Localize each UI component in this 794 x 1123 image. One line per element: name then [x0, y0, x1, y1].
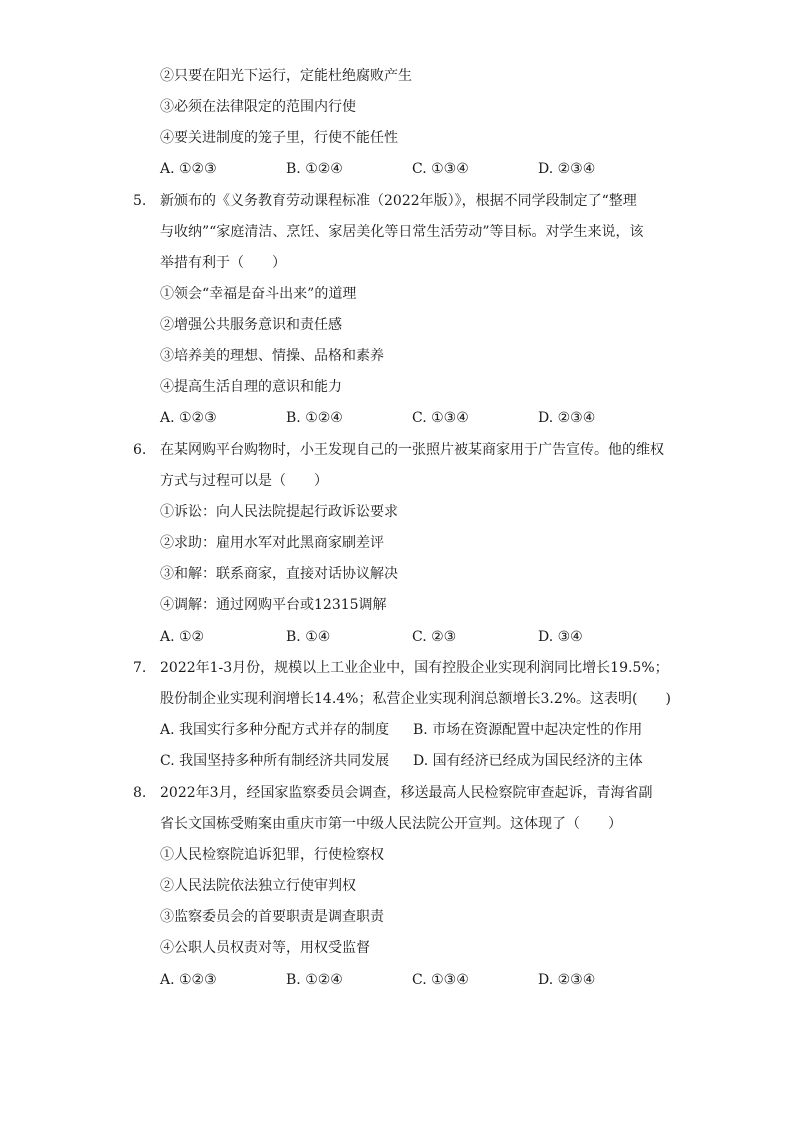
q6-stem-line-2: 方式与过程可以是（ ）	[160, 473, 328, 489]
q8-option-a: A. ①②③	[160, 972, 217, 988]
q6-option-a: A. ①②	[160, 629, 205, 645]
q6-option-c: C. ②③	[412, 629, 457, 645]
top-item-2: ②只要在阳光下运行，定能杜绝腐败产生	[160, 68, 412, 84]
q8-item-3: ③监察委员会的首要职责是调查职责	[160, 909, 384, 925]
q8-stem-line-2: 省长文国栋受贿案由重庆市第一中级人民法院公开宣判。这体现了（ ）	[160, 816, 622, 832]
q8-option-d: D. ②③④	[538, 972, 596, 988]
q7-stem-line-1: 2022年1-3月份，规模以上工业企业中，国有控股企业实现利润同比增长19.5%；	[160, 660, 669, 676]
q5-item-4: ④提高生活自理的意识和能力	[160, 379, 342, 395]
q5-stem-line-2: 与收纳”“家庭清洁、烹饪、家居美化等日常生活劳动”等目标。对学生来说，该	[160, 224, 644, 240]
q8-option-c: C. ①③④	[412, 972, 469, 988]
q6-option-d: D. ③④	[538, 629, 583, 645]
q7-option-b: B. 市场在资源配置中起决定性的作用	[413, 722, 643, 738]
q8-item-4: ④公职人员权责对等，用权受监督	[160, 940, 370, 956]
q8-number: 8.	[133, 785, 147, 801]
q5-option-c: C. ①③④	[412, 410, 469, 426]
q5-stem-line-1: 新颁布的《义务教育劳动课程标准（2022年版）》，根据不同学段制定了“整理	[160, 193, 637, 209]
q6-option-b: B. ①④	[286, 629, 331, 645]
q8-option-b: B. ①②④	[286, 972, 343, 988]
q5-option-a: A. ①②③	[160, 410, 217, 426]
q5-option-b: B. ①②④	[286, 410, 343, 426]
q6-stem-line-1: 在某网购平台购物时，小王发现自己的一张照片被某商家用于广告宣传。他的维权	[160, 442, 664, 458]
q6-item-1: ①诉讼：向人民法院提起行政诉讼要求	[160, 504, 398, 520]
q7-stem-line-2: 股份制企业实现利润增长14.4%；私营企业实现利润总额增长3.2%。这表明( )	[160, 691, 671, 707]
q5-item-1: ①领会“幸福是奋斗出来”的道理	[160, 286, 357, 302]
q7-number: 7.	[133, 660, 147, 676]
q6-number: 6.	[133, 442, 147, 458]
top-option-c: C. ①③④	[412, 161, 469, 177]
q5-stem-line-3: 举措有利于（ ）	[160, 255, 286, 271]
top-option-a: A. ①②③	[160, 161, 217, 177]
q5-item-2: ②增强公共服务意识和责任感	[160, 317, 342, 333]
q6-item-2: ②求助：雇用水军对此黑商家刷差评	[160, 535, 384, 551]
q8-stem-line-1: 2022年3月，经国家监察委员会调查，移送最高人民检察院审查起诉，青海省副	[160, 785, 653, 801]
q7-option-d: D. 国有经济已经成为国民经济的主体	[413, 753, 643, 769]
q6-item-4: ④调解：通过网购平台或12315调解	[160, 597, 387, 613]
q5-option-d: D. ②③④	[538, 410, 596, 426]
q7-option-c: C. 我国坚持多种所有制经济共同发展	[160, 753, 390, 769]
top-option-d: D. ②③④	[538, 161, 596, 177]
q7-option-a: A. 我国实行多种分配方式并存的制度	[160, 722, 390, 738]
top-item-3: ③必须在法律限定的范围内行使	[160, 99, 356, 115]
q8-item-2: ②人民法院依法独立行使审判权	[160, 878, 356, 894]
top-item-4: ④要关进制度的笼子里，行使不能任性	[160, 130, 398, 146]
q5-number: 5.	[133, 193, 147, 209]
q8-item-1: ①人民检察院追诉犯罪，行使检察权	[160, 847, 384, 863]
top-option-b: B. ①②④	[286, 161, 343, 177]
q5-item-3: ③培养美的理想、情操、品格和素养	[160, 348, 384, 364]
q6-item-3: ③和解：联系商家，直接对话协议解决	[160, 566, 398, 582]
